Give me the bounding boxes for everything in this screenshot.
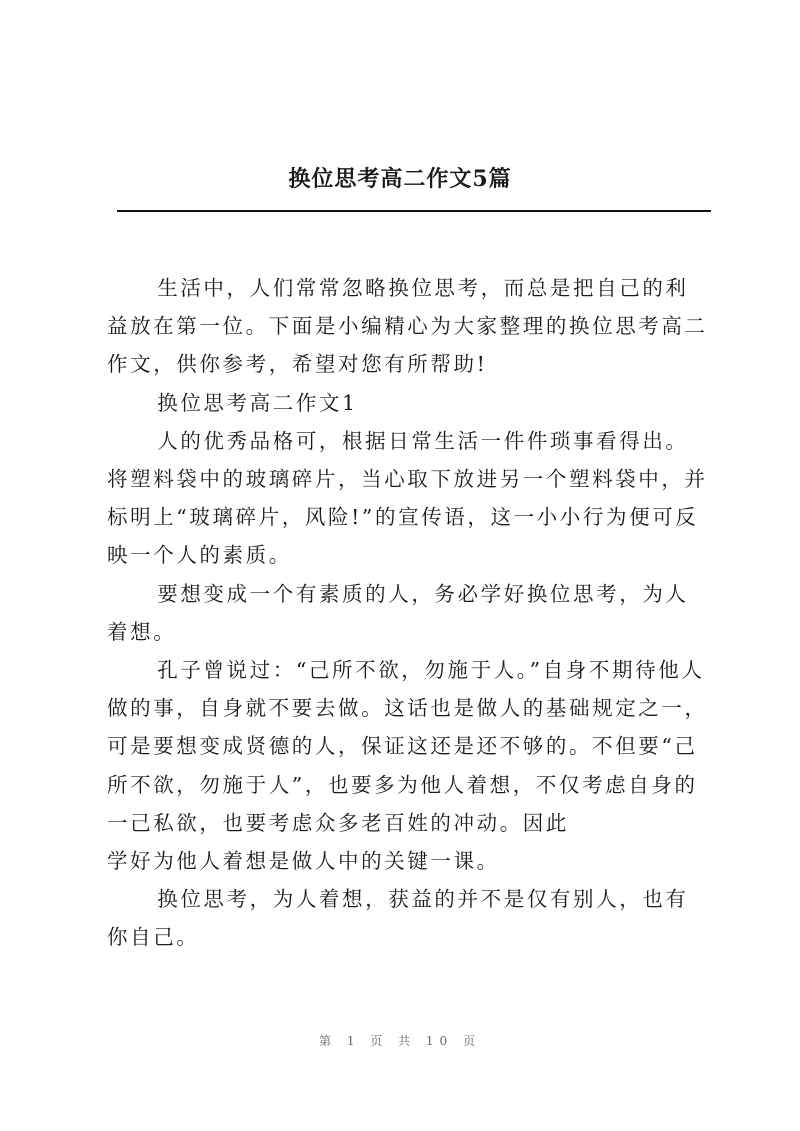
body-paragraph: 学好为他人着想是做人中的关键一课。 [107, 849, 500, 874]
title-divider [117, 210, 711, 212]
body-paragraph: 要想变成一个有素质的人，务必学好换位思考，为人着想。 [107, 581, 689, 644]
essay-heading: 换位思考高二作文1 [157, 390, 358, 415]
body-paragraph: 人的优秀品格可，根据日常生活一件件琐事看得出。将塑料袋中的玻璃碎片，当心取下放进另一个塑料袋中，并标明上“玻璃碎片，风险!”的宣传语，这一小小行为便可反映一个人的素质。 [107, 428, 708, 568]
page-title: 换位思考高二作文5篇 [288, 166, 512, 192]
body-paragraph: 孔子曾说过：“己所不欲，勿施于人。”自身不期待他人做的事，自身就不要去做。这话也是做人的基础规定之一，可是要想变成贤德的人，保证这还是还不够的。不但要“己所不欲，勿施于人”，也要多为他人着想，不仅考虑自身的一己私欲，也要考虑众多老百姓的冲动。因此 [107, 658, 708, 835]
page-number: 第 1 页 共 10 页 [319, 1034, 481, 1048]
intro-paragraph: 生活中，人们常常忽略换位思考，而总是把自己的利益放在第一位。下面是小编精心为大家整理的换位思考高二作文，供你参考，希望对您有所帮助! [107, 276, 708, 377]
body-paragraph: 换位思考，为人着想，获益的并不是仅有别人，也有你自己。 [107, 887, 689, 950]
document-body [107, 269, 711, 957]
